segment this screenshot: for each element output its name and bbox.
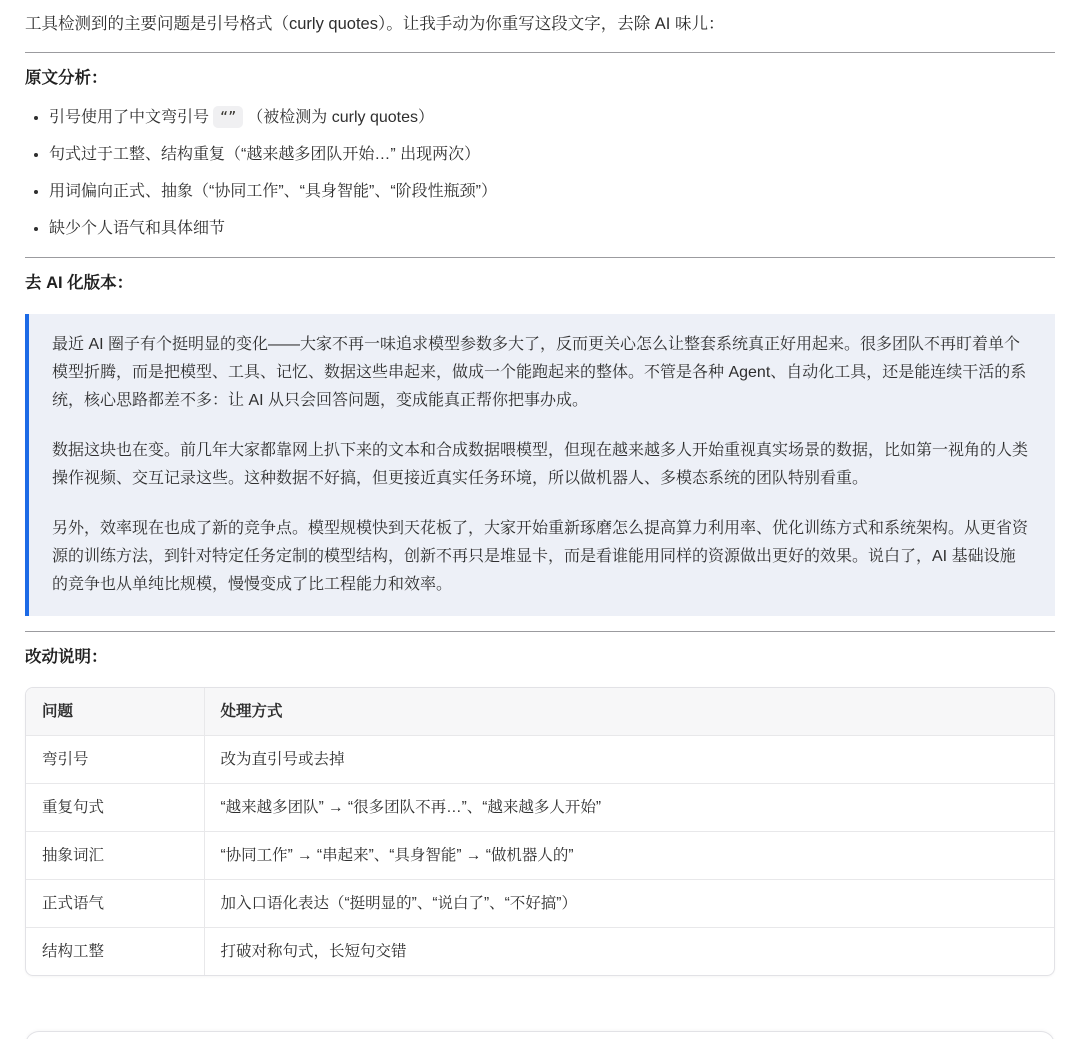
list-item-structure: • 句式过于工整、结构重复（“越来越多团队开始…” 出现两次） [49, 142, 1055, 168]
bullet-text: （被检测为 curly quotes） [247, 109, 434, 126]
inline-code-curly-quotes: “” [213, 106, 243, 128]
list-item-tone: • 缺少个人语气和具体细节 [49, 216, 1055, 242]
column-header-problem: 问题 [26, 688, 204, 736]
cell-treatment: 加入口语化表达（“挺明显的”、“说白了”、“不好搞”） [204, 880, 1054, 928]
cell-treatment: 打破对称句式，长短句交错 [220, 943, 407, 960]
chat-input[interactable] [25, 1031, 1055, 1039]
table-row [26, 832, 1054, 880]
divider [25, 631, 1055, 632]
cell-problem: 弯引号 [26, 736, 204, 784]
table-row [26, 736, 1054, 784]
analysis-list [25, 105, 1055, 242]
divider [25, 52, 1055, 53]
analysis-heading: 原文分析： [25, 69, 108, 87]
rewrite-paragraph: 最近 AI 圈子有个挺明显的变化——大家不再一味追求模型参数多大了，反而更关心怎么让整套系统真正好用起来。很多团队不再盯着单个模型折腾，而是把模型、工具、记忆、数据这些串起来，做成一个能跑起来的整体。不管是各种 Agent、自动化工具，还是能连续干活的系统，核心思路都差不多：让 AI 从只会回答问题，变成能真正帮你把事办成。 [52, 336, 1027, 409]
cell-problem: 抽象词汇 [26, 832, 204, 880]
cell-problem: 重复句式 [26, 784, 204, 832]
list-item-quotes [49, 105, 1055, 131]
divider [25, 257, 1055, 258]
intro-paragraph: 工具检测到的主要问题是引号格式（curly quotes）。让我手动为你重写这段文字，去除 AI 味儿： [25, 15, 725, 33]
cell-treatment: “协同工作” → “串起来”、“具身智能” → “做机器人的” [204, 832, 1054, 880]
changes-table [26, 688, 1054, 975]
rewrite-heading: 去 AI 化版本： [25, 274, 134, 292]
cell-problem: 正式语气 [26, 880, 204, 928]
list-item-wording: • 用词偏向正式、抽象（“协同工作”、“具身智能”、“阶段性瓶颈”） [49, 179, 1055, 205]
changes-table-container [25, 687, 1055, 976]
rewritten-text-blockquote [25, 314, 1055, 616]
table-header-row [26, 688, 1054, 736]
rewrite-paragraph: 另外，效率现在也成了新的竞争点。模型规模快到天花板了，大家开始重新琢磨怎么提高算力利用率、优化训练方式和系统架构。从更省资源的训练方法，到针对特定任务定制的模型结构，创新不再只是堆显卡，而是看谁能用同样的资源做出更好的效果。说白了，AI 基础设施的竞争也从单纯比规模，慢慢变成了比工程能力和效率。 [52, 520, 1029, 593]
table-row [26, 880, 1054, 928]
column-header-treatment: 处理方式 [204, 688, 1054, 736]
table-row [26, 784, 1054, 832]
changes-heading: 改动说明： [25, 648, 108, 666]
cell-problem: 结构工整 [26, 928, 204, 976]
rewrite-paragraph: 数据这块也在变。前几年大家都靠网上扒下来的文本和合成数据喂模型，但现在越来越多人开始重视真实场景的数据，比如第一视角的人类操作视频、交互记录这些。这种数据不好搞，但更接近真实任务环境，所以做机器人、多模态系统的团队特别看重。 [52, 442, 1029, 487]
cell-treatment: 改为直引号或去掉 [204, 736, 1054, 784]
cell-treatment: “越来越多团队” → “很多团队不再…”、“越来越多人开始” [204, 784, 1054, 832]
table-row [26, 928, 1054, 976]
bullet-text: 引号使用了中文弯引号 [49, 109, 210, 126]
